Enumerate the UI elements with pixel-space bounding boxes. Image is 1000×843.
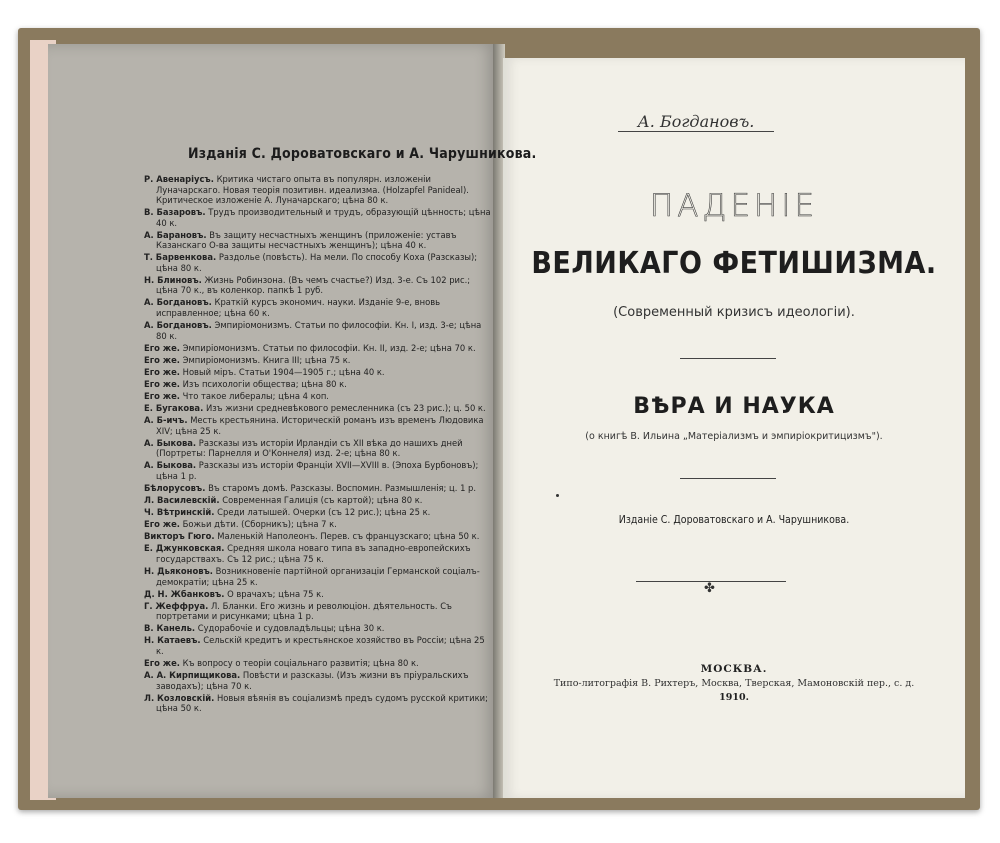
book-list-text: Повѣсти и разсказы. (Изъ жизни въ пріуральскихъ заводахъ); цѣна 70 к. [156, 670, 469, 691]
book-list-item [144, 507, 494, 518]
imprint-printer: Типо-литографія В. Рихтеръ, Москва, Тверская, Мамоновскій пер., с. д. [553, 678, 915, 689]
book-list-author: Н. Блиновъ. [144, 274, 202, 285]
book-list-author: В. Канель. [144, 623, 196, 634]
book-list-text: Судорабочіе и судовладѣльцы; цѣна 30 к. [197, 623, 385, 634]
book-list-author: Его же. [144, 366, 180, 377]
book-list-item [144, 207, 494, 228]
book-subtitle: (Современный кризисъ идеологіи). [613, 305, 855, 320]
book-list-author: Его же. [144, 354, 180, 365]
book-list-item [144, 415, 494, 436]
book-list-item [144, 230, 494, 251]
book-list-item [144, 483, 494, 494]
book-list-item [144, 531, 494, 542]
book-list-item [144, 320, 494, 341]
book-list-item [144, 543, 494, 564]
book-list-author: Его же. [144, 391, 180, 402]
book-list-item [144, 566, 494, 587]
book-list-author: Его же. [144, 658, 180, 669]
book-title-line1: ПАДЕНІЕ [649, 188, 819, 224]
book-list-item [144, 367, 494, 378]
book-list-author: Е. Бугакова. [144, 403, 204, 414]
book-list-text: Эмпиріомонизмъ. Статьи по философіи. Кн. II, изд. 2-е; цѣна 70 к. [182, 342, 476, 353]
book-list-text: Маленькій Наполеонъ. Перев. съ французскаго; цѣна 50 к. [217, 531, 480, 542]
book-list-author: Его же. [144, 378, 180, 389]
book-list-text: Въ защиту несчастныхъ женщинъ (приложеніе: уставъ Казанскаго О-ва защиты несчастныхъ женщинъ); цѣна 40 к. [156, 229, 457, 251]
book-list-item [144, 343, 494, 354]
book-list-item [144, 403, 494, 414]
book-list-item [144, 438, 494, 459]
book-list-text: Разсказы изъ исторіи Ирландіи съ XII вѣка до нашихъ дней (Портреты: Парнелля и О'Коннеля) изд. 2-е; цѣна 80 к. [156, 437, 463, 459]
book-list-author: А. Быкова. [144, 437, 197, 448]
book-list-item [144, 601, 494, 622]
book-list-item [144, 355, 494, 366]
book-list-text: Среди латышей. Очерки (съ 12 рис.); цѣна 25 к. [217, 507, 431, 518]
book-list-text: Изъ жизни средневѣкового ремесленника (съ 23 рис.); ц. 50 к. [205, 403, 486, 414]
book-list-text: Краткій курсъ экономич. науки. Изданіе 9-е, вновь исправленное; цѣна 60 к. [156, 297, 441, 318]
book-list-text: Эмпиріомонизмъ. Книга III; цѣна 75 к. [182, 354, 351, 365]
book-list-text: Сельскій кредитъ и крестьянское хозяйство въ Россіи; цѣна 25 к. [156, 635, 485, 656]
author-underline [618, 131, 774, 132]
book-list-author: Л. Василевскій. [144, 495, 220, 506]
ink-dot [556, 494, 559, 497]
ornament-icon: ✤ [704, 581, 715, 596]
book-list-text: Раздолье (повѣсть). На мели. По способу Коха (Разсказы); цѣна 80 к. [156, 252, 478, 273]
book-list-author: Д. Н. Жбанковъ. [144, 588, 225, 599]
book-list-author: А. Богдановъ. [144, 320, 212, 331]
book-list-author: Г. Жеффруа. [144, 600, 209, 611]
book-list-item [144, 693, 494, 714]
divider-rule [680, 358, 776, 359]
book-list-author: Его же. [144, 342, 180, 353]
book-list-text: Критика чистаго опыта въ популярн. изложеніи Луначарскаго. Новая теорія позитивн. идеализма. (Holzapfel Panideal). Критическое изложеніе А. Луначарскаго; цѣна 80 к. [156, 174, 469, 205]
book-list-text: Современная Галиція (съ картой); цѣна 80 к. [222, 495, 423, 506]
book-list-item [144, 519, 494, 530]
book-list-author: Н. Катаевъ. [144, 635, 201, 646]
imprint-year: 1910. [719, 692, 749, 703]
book-list-item [144, 275, 494, 296]
book-list-item [144, 174, 494, 206]
book-second-subtitle: (о книгѣ В. Ильина „Матеріализмъ и эмпиріокритицизмъ"). [585, 431, 883, 442]
book-list-author: Ч. Вѣтринскій. [144, 507, 215, 518]
book-list-item [144, 635, 494, 656]
book-list-text: Новыя вѣянія въ соціализмѣ предъ судомъ русской критики; цѣна 50 к. [156, 692, 488, 714]
book-list-text: Эмпиріомонизмъ. Статьи по философіи. Кн. I, изд. 3-е; цѣна 80 к. [156, 320, 482, 341]
publisher-list-title: Изданія С. Дороватовскаго и А. Чарушникова. [188, 146, 537, 162]
publisher-book-list [144, 174, 494, 715]
book-list-item [144, 460, 494, 481]
book-list-item [144, 670, 494, 691]
book-list-author: Л. Козловскій. [144, 692, 215, 703]
book-list-author: А. Б-ичъ. [144, 415, 188, 426]
book-list-text: Возникновеніе партійной организаціи Германской соціалъ-демократіи; цѣна 25 к. [156, 566, 480, 587]
book-list-text: Изъ психологіи общества; цѣна 80 к. [182, 378, 347, 389]
book-list-text: Средняя школа новаго типа въ западно-европейскихъ государствахъ. Съ 12 рис.; цѣна 75 к. [156, 543, 471, 564]
book-list-text: Месть крестьянина. Историческій романъ изъ временъ Людовика XIV; цѣна 25 к. [156, 415, 484, 436]
book-list-author: Т. Барвенкова. [144, 252, 217, 263]
imprint-city: МОСКВА. [700, 663, 768, 675]
book-list-author: Бѣлорусовъ. [144, 483, 206, 493]
book-second-title: ВѢРА И НАУКА [633, 394, 835, 419]
book-list-text: Божьи дѣти. (Сборникъ); цѣна 7 к. [182, 519, 337, 530]
book-list-item [144, 589, 494, 600]
book-list-item [144, 379, 494, 390]
book-list-text: Разсказы изъ исторіи Франціи XVII—XVIII в. (Эпоха Бурбоновъ); цѣна 1 р. [156, 460, 479, 481]
book-list-author: А. Барановъ. [144, 229, 207, 240]
book-list-text: Новый міръ. Статьи 1904—1905 г.; цѣна 40 к. [182, 366, 385, 377]
book-list-text: Что такое либералы; цѣна 4 коп. [182, 391, 329, 402]
divider-rule [680, 478, 776, 479]
book-list-author: Викторъ Гюго. [144, 531, 215, 542]
book-list-author: Его же. [144, 519, 180, 530]
book-list-author: А. Быкова. [144, 460, 197, 471]
book-list-item [144, 495, 494, 506]
book-list-text: Къ вопросу о теоріи соціальнаго развитія; цѣна 80 к. [182, 658, 419, 669]
book-list-text: Жизнь Робинзона. (Въ чемъ счастье?) Изд. 3-е. Съ 102 рис.; цѣна 70 к., въ коленкор. папкѣ 1 руб. [156, 274, 471, 296]
book-list-text: Трудъ производительный и трудъ, образующій цѣнность; цѣна 40 к. [156, 207, 491, 228]
book-list-item [144, 252, 494, 273]
book-list-text: О врачахъ; цѣна 75 к. [227, 588, 324, 599]
book-list-author: Н. Дьяконовъ. [144, 566, 213, 577]
book-list-item [144, 297, 494, 318]
book-list-author: В. Базаровъ. [144, 207, 206, 218]
book-list-author: Р. Авенаріусъ. [144, 174, 214, 184]
book-list-item [144, 623, 494, 634]
book-list-author: А. А. Кирпищикова. [144, 670, 241, 681]
publisher-line: Изданіе С. Дороватовскаго и А. Чарушникова. [618, 514, 850, 526]
book-list-author: Е. Джунковская. [144, 543, 225, 554]
book-list-text: Въ старомъ домѣ. Разсказы. Воспомин. Размышленія; ц. 1 р. [208, 483, 477, 493]
book-list-text: Л. Бланки. Его жизнь и революціон. дѣятельность. Съ портретами и рисунками; цѣна 1 р. [156, 600, 452, 622]
book-list-item [144, 658, 494, 669]
book-list-author: А. Богдановъ. [144, 297, 212, 308]
book-author: А. Богдановъ. [637, 112, 755, 131]
book-title-line2: ВЕЛИКАГО ФЕТИШИЗМА. [531, 246, 937, 281]
book-list-item [144, 391, 494, 402]
